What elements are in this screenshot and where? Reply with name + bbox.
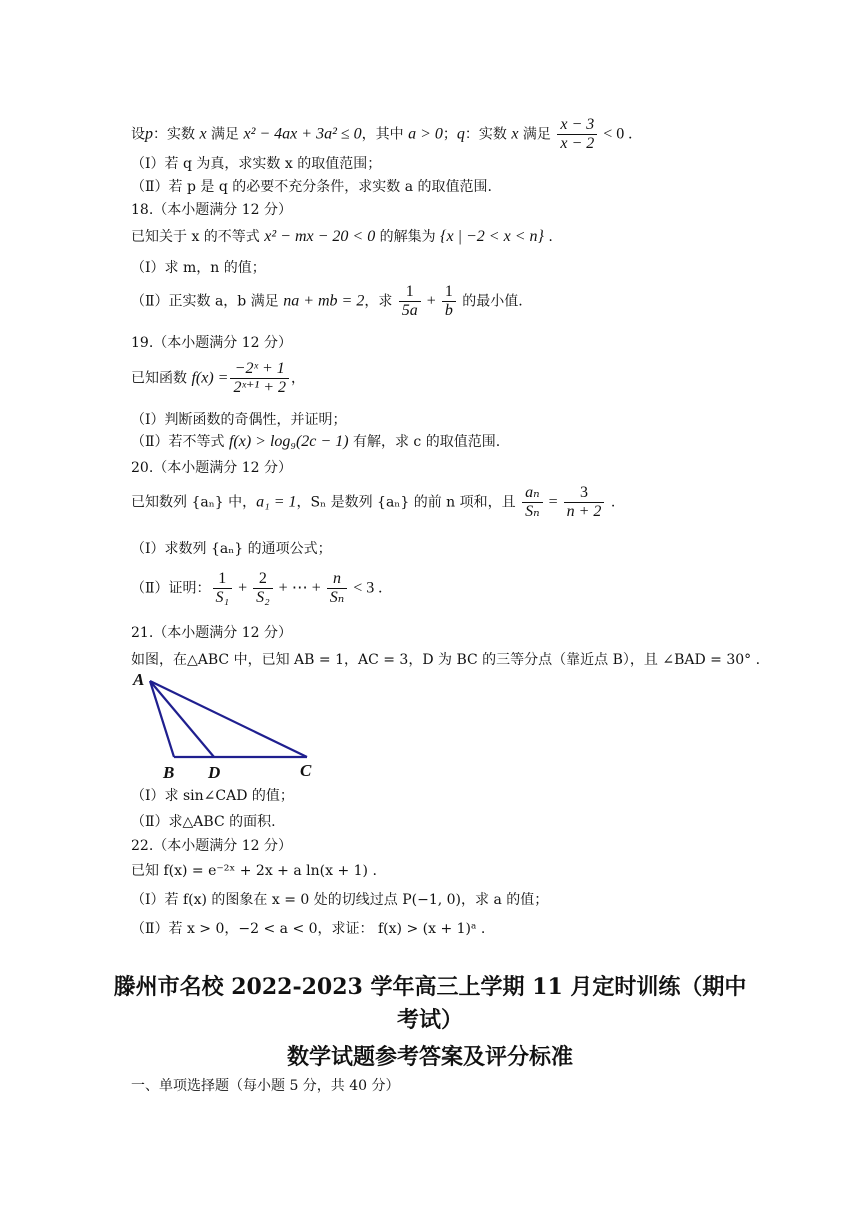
numerator: 2 xyxy=(253,570,273,589)
var-x: x xyxy=(199,125,207,143)
fraction xyxy=(522,484,542,521)
text: 设 xyxy=(131,126,145,143)
text: ：实数 xyxy=(153,126,200,143)
text: . xyxy=(543,229,553,245)
segment-AC xyxy=(150,681,307,757)
text: ，求 xyxy=(364,293,397,310)
numerator: −2ˣ + 1 xyxy=(230,360,289,379)
text: 已知函数 xyxy=(131,370,192,387)
answer-title-line-1: 滕州市名校 2022-2023 学年高三上学期 11 月定时训练（期中 xyxy=(113,974,747,1000)
triangle-figure xyxy=(125,668,325,783)
inequality-p: x² − 4ax + 3a² ≤ 0 xyxy=(243,125,362,143)
vertex-label-A: A xyxy=(133,670,145,689)
text: 满足 xyxy=(518,126,556,143)
denominator: S₂ xyxy=(256,589,270,606)
problem-22-header: 22.（本小题满分 12 分） xyxy=(131,838,292,854)
text: . xyxy=(606,494,616,511)
problem-20-part-1: （Ⅰ）求数列 {aₙ} 的通项公式； xyxy=(131,541,332,557)
fraction xyxy=(253,570,273,607)
condition-a: a > 0 xyxy=(408,125,443,143)
denominator: x − 2 xyxy=(560,135,595,152)
denominator: Sₙ xyxy=(329,589,345,606)
problem-19-header: 19.（本小题满分 12 分） xyxy=(131,335,292,351)
text: ，其中 xyxy=(361,126,409,143)
var-p: p xyxy=(145,125,153,143)
section-heading: 一、单项选择题（每小题 5 分，共 40 分） xyxy=(131,1078,400,1094)
vertex-label-D: D xyxy=(208,763,221,782)
problem-22-part-1: （Ⅰ）若 f(x) 的图象在 x = 0 处的切线过点 P(−1, 0)，求 a 的值； xyxy=(131,892,549,908)
problem-22-stem: 已知 f(x) = e⁻²ˣ + 2x + a ln(x + 1) . xyxy=(131,863,377,879)
text: 已知数列 {aₙ} 中， xyxy=(131,494,257,511)
function: f(x) = xyxy=(191,369,229,387)
problem-18-part-2 xyxy=(131,283,523,320)
problem-18-header: 18.（本小题满分 12 分） xyxy=(131,202,292,218)
text: + ⋯ + xyxy=(274,579,325,597)
numerator: n xyxy=(327,570,347,589)
text: < 3 . xyxy=(349,579,383,597)
initial-term: a₁ = 1 xyxy=(256,493,297,511)
problem-20-part-2: （Ⅱ）证明： $\frac{1}{\text{S₁}}$ + $\frac{2}{\text{S₂}}$ + ⋯ + $\frac{n}{\text{Sₙ}}$ < 3 . xyxy=(131,570,383,606)
text: ， xyxy=(291,370,306,387)
text: ：实数 xyxy=(464,126,512,143)
text: ，Sₙ 是数列 {aₙ} 的前 n 项和，且 xyxy=(296,494,521,511)
var-x: x xyxy=(511,125,519,143)
problem-21-header: 21.（本小题满分 12 分） xyxy=(131,625,292,641)
solution-set: {x | −2 < x < n} xyxy=(440,228,544,245)
answer-subtitle: 数学试题参考答案及评分标准 xyxy=(286,1044,573,1070)
text: 的最小值. xyxy=(457,293,523,310)
text: + xyxy=(422,292,440,310)
text: 的解集为 xyxy=(375,229,441,245)
text: < 0 . xyxy=(599,125,633,143)
problem-19-part-2 xyxy=(131,432,500,452)
segment-AD xyxy=(150,681,214,757)
fraction xyxy=(564,484,605,521)
vertex-label-C: C xyxy=(300,761,312,780)
vertex-label-B: B xyxy=(163,763,175,782)
problem-20-stem xyxy=(131,484,615,521)
answer-title-line-2: 考试） xyxy=(396,1007,463,1033)
var-q: q xyxy=(456,125,465,143)
denominator: S₁ xyxy=(215,589,230,606)
text: （Ⅱ）正实数 a，b 满足 xyxy=(131,293,284,310)
inequality: x² − mx − 20 < 0 xyxy=(264,228,376,245)
text: （Ⅱ）若不等式 xyxy=(131,434,229,450)
fraction xyxy=(442,283,456,320)
fraction xyxy=(230,360,289,397)
numerator: 3 xyxy=(564,484,605,503)
segment-AB xyxy=(150,681,174,757)
problem-18-stem xyxy=(131,227,553,247)
problem-17-part-1: （Ⅰ）若 q 为真，求实数 x 的取值范围； xyxy=(131,156,382,172)
denominator: n + 2 xyxy=(566,503,602,520)
fraction xyxy=(327,570,347,607)
problem-19-stem xyxy=(131,360,305,397)
denominator: Sₙ xyxy=(525,503,540,520)
problem-20-header: 20.（本小题满分 12 分） xyxy=(131,460,292,476)
fraction xyxy=(213,570,233,607)
problem-21-stem: 如图，在△ABC 中，已知 AB = 1，AC = 3，D 为 BC 的三等分点（靠近点 B），且 ∠BAD = 30° . xyxy=(131,652,761,668)
denominator: 2ˣ⁺¹ + 2 xyxy=(233,379,287,396)
numerator: aₙ xyxy=(522,484,542,503)
text: ； xyxy=(442,126,457,143)
numerator: x − 3 xyxy=(557,116,597,135)
text: 已知关于 x 的不等式 xyxy=(131,229,265,245)
triangle-lines xyxy=(150,681,307,757)
problem-21-part-1: （Ⅰ）求 sin∠CAD 的值； xyxy=(131,788,294,804)
fraction xyxy=(557,116,597,153)
inequality: f(x) > log₉(2c − 1) xyxy=(228,433,349,450)
numerator: 1 xyxy=(442,283,456,302)
text: 有解，求 c 的取值范围. xyxy=(348,434,501,450)
problem-21-part-2: （Ⅱ）求△ABC 的面积. xyxy=(131,814,276,830)
denominator: 5a xyxy=(401,302,418,319)
problem-22-part-2: （Ⅱ）若 x > 0，−2 < a < 0，求证： f(x) > (x + 1)ᵃ . xyxy=(131,921,486,937)
problem-17-part-2: （Ⅱ）若 p 是 q 的必要不充分条件，求实数 a 的取值范围. xyxy=(131,179,492,195)
condition: na + mb = 2 xyxy=(283,292,365,310)
text: = xyxy=(544,493,562,511)
numerator: 1 xyxy=(399,283,421,302)
problem-17-stem xyxy=(131,116,632,153)
text: （Ⅱ）证明： xyxy=(131,580,211,597)
text: 满足 xyxy=(206,126,244,143)
denominator: b xyxy=(444,302,453,319)
problem-19-part-1: （Ⅰ）判断函数的奇偶性，并证明； xyxy=(131,412,347,428)
fraction xyxy=(399,283,421,320)
numerator: 1 xyxy=(213,570,233,589)
problem-18-part-1: （Ⅰ）求 m，n 的值； xyxy=(131,260,266,276)
